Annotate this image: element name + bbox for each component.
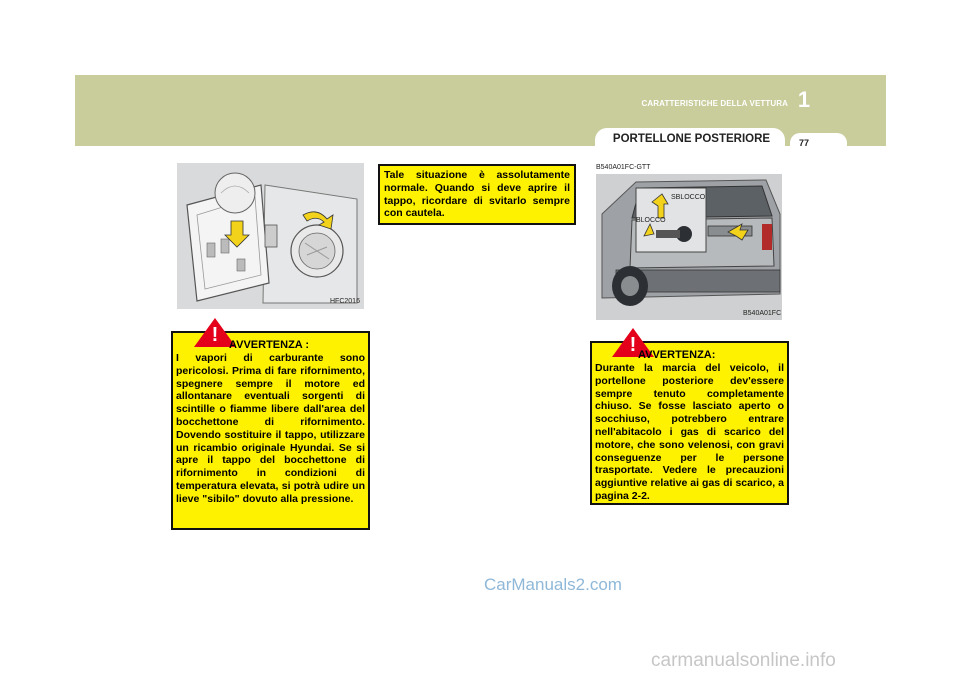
note-box bbox=[378, 164, 576, 225]
watermark-carmanuals: CarManuals2.com bbox=[484, 575, 622, 594]
tailgate-figure-code: B540A01FC bbox=[743, 310, 782, 317]
tailgate-ref-code: B540A01FC-GTT bbox=[596, 164, 651, 171]
fuel-door-illustration bbox=[177, 163, 364, 309]
note-text: Tale situazione è assolutamente normale. Quando si deve aprire il tappo, ricordare di svitarlo sempre con cautela. bbox=[384, 169, 570, 220]
exclamation-icon: ! bbox=[629, 334, 637, 356]
fuel-door-figure bbox=[177, 163, 364, 309]
warning-title: AVVERTENZA: bbox=[638, 349, 716, 361]
watermark-carmanualsonline: carmanualsonline.info bbox=[651, 650, 836, 671]
section-title: PORTELLONE POSTERIORE bbox=[612, 133, 771, 145]
warning-text: I vapori di carburante sono pericolosi. Prima di fare rifornimento, spegnere sempre il motore ed allontanare eventuali sorgenti di scintille o fiamme libere dall'area del bocchettone di rifornimento. Dovendo sostituire il tappo, utilizzare un ricambio originale Hyundai. Se si apre il tappo del bocchettone di rifornimento in condizioni di temperatura elevata, si potrà udire un lieve "sibilo" dovuto alla pressione. bbox=[176, 352, 365, 505]
unlock-label: SBLOCCO bbox=[671, 194, 706, 201]
warning-title: AVVERTENZA : bbox=[229, 339, 310, 351]
chapter-number: 1 bbox=[797, 87, 811, 112]
warning-text: Durante la marcia del veicolo, il portellone posteriore dev'essere sempre tenuto completamente chiuso. Se fosse lasciato aperto o socchiuso, potrebbero entrare nell'abitacolo i gas di scarico del motore, che sono velenosi, con gravi conseguenze per le persone trasportate. Vedere le precauzioni aggiuntive relative ai gas di scarico, a pagina 2-2. bbox=[595, 362, 784, 502]
exclamation-icon: ! bbox=[211, 324, 219, 346]
chapter-title: CARATTERISTICHE DELLA VETTURA bbox=[641, 99, 788, 108]
warning-box-fuel bbox=[171, 324, 370, 530]
warning-box-tailgate bbox=[590, 334, 789, 505]
fuel-figure-code: HFC2016 bbox=[330, 298, 360, 305]
lock-label: BLOCCO bbox=[636, 217, 666, 224]
page-number: 77 bbox=[798, 138, 809, 148]
